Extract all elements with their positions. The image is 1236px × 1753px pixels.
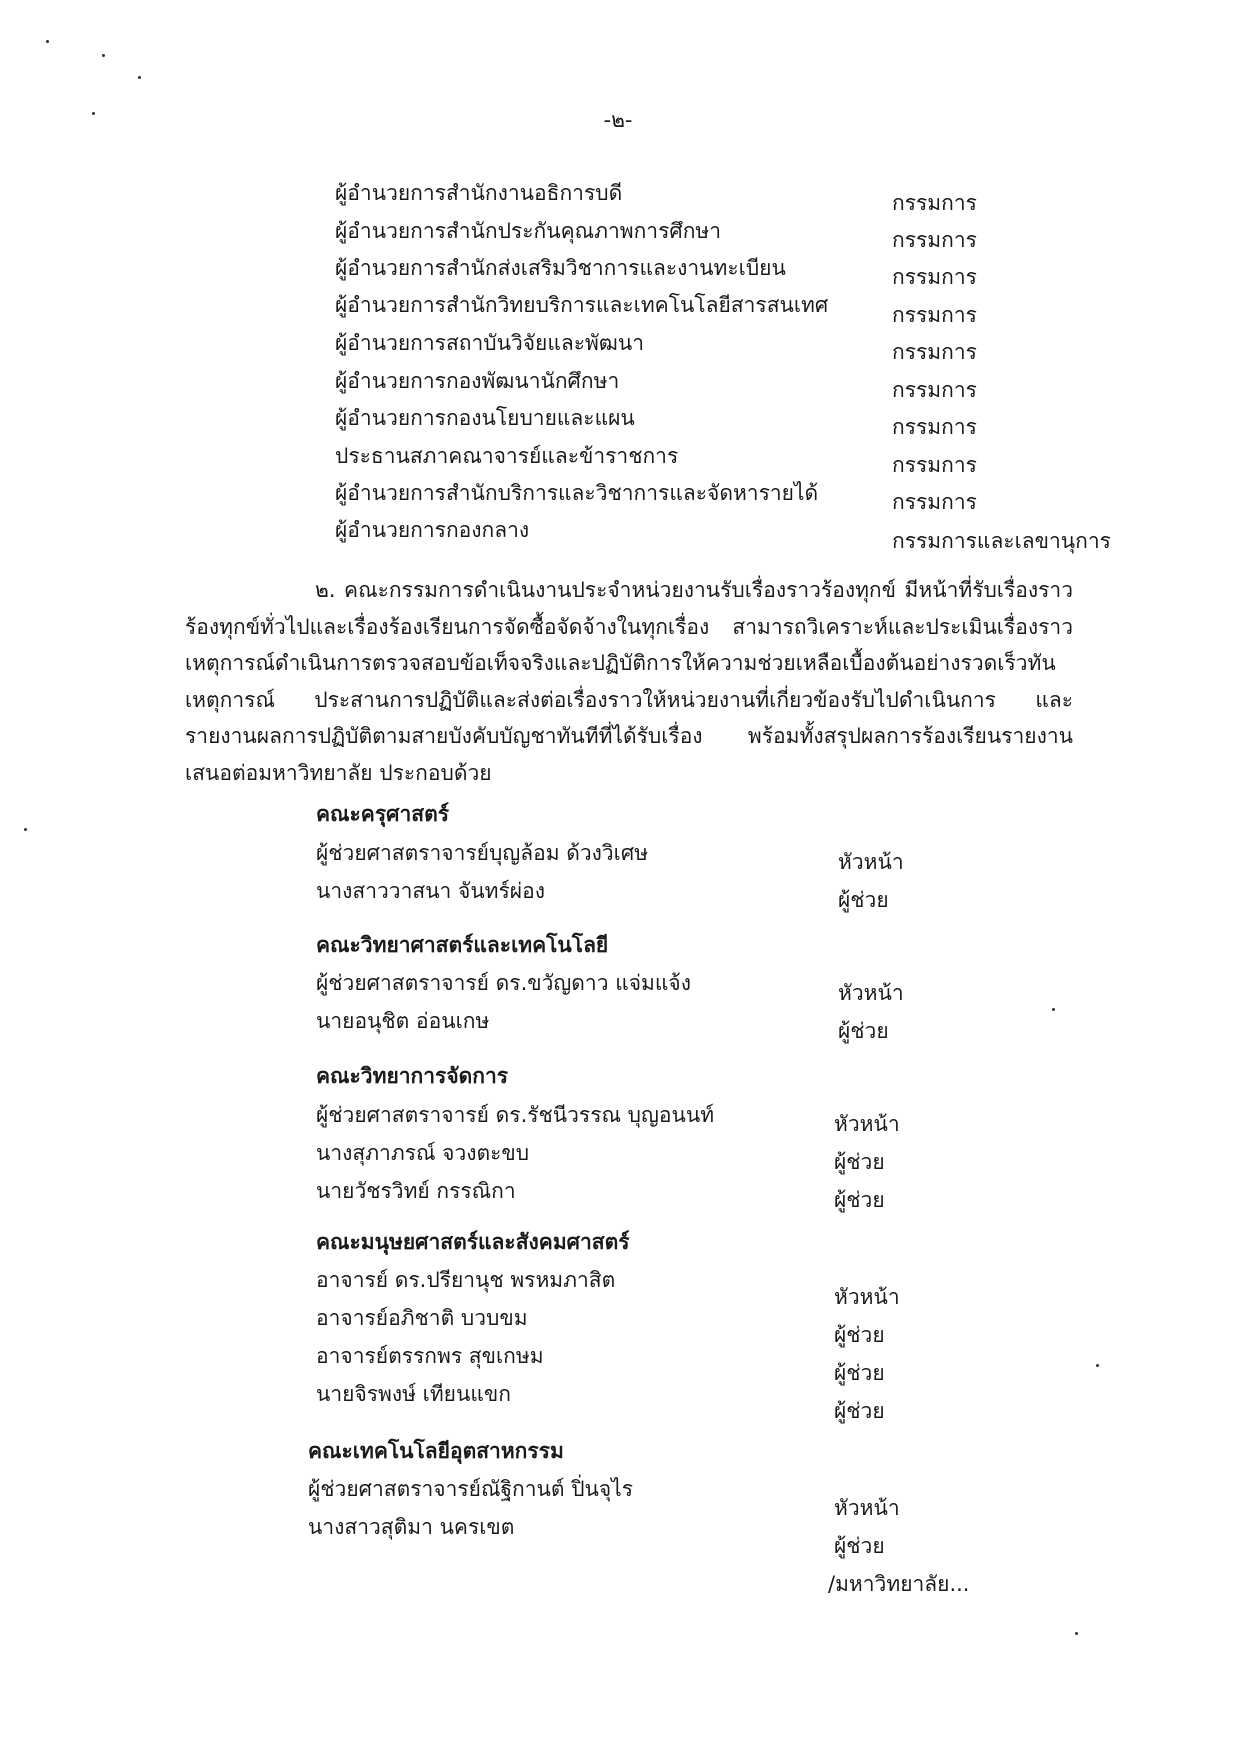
committee-name: ผู้อำนวยการกองพัฒนานักศึกษา <box>335 369 620 393</box>
committee-role-secretary: กรรมการและเลขานุการ <box>892 529 1111 553</box>
committee-name: ผู้อำนวยการสถาบันวิจัยและพัฒนา <box>335 331 645 355</box>
member-role: ผู้ช่วย <box>834 1399 885 1423</box>
page-number: -๒- <box>603 108 633 132</box>
member-name: นางสาววาสนา จันทร์ผ่อง <box>316 879 545 903</box>
scan-speck <box>1096 1364 1099 1367</box>
member-role: ผู้ช่วย <box>834 1323 885 1347</box>
member-name: อาจารย์ ดร.ปรียานุช พรหมภาสิต <box>316 1268 616 1292</box>
committee-name: ผู้อำนวยการกองกลาง <box>335 518 530 542</box>
scan-speck <box>1052 1008 1055 1011</box>
committee-role: กรรมการ <box>892 453 977 477</box>
scan-speck <box>46 40 49 43</box>
member-name: นายวัชรวิทย์ กรรณิกา <box>316 1179 516 1203</box>
member-role: หัวหน้า <box>834 1112 900 1136</box>
member-role: ผู้ช่วย <box>838 888 889 912</box>
faculty-title: คณะวิทยาศาสตร์และเทคโนโลยี <box>316 933 609 957</box>
committee-role: กรรมการ <box>892 415 977 439</box>
page-continuation: /มหาวิทยาลัย... <box>828 1572 970 1596</box>
committee-role: กรรมการ <box>892 490 977 514</box>
committee-role: กรรมการ <box>892 378 977 402</box>
committee-name: ผู้อำนวยการสำนักวิทยบริการและเทคโนโลยีสารสนเทศ <box>335 293 829 317</box>
member-name: ผู้ช่วยศาสตราจารย์บุญล้อม ด้วงวิเศษ <box>316 841 649 865</box>
scan-speck <box>24 828 27 831</box>
member-name: นางสุภาภรณ์ จวงตะขบ <box>316 1141 530 1165</box>
faculty-title: คณะเทคโนโลยีอุตสาหกรรม <box>308 1439 564 1463</box>
committee-role: กรรมการ <box>892 191 977 215</box>
member-name: อาจารย์อภิชาติ บวบขม <box>316 1306 528 1330</box>
member-name: นายจิรพงษ์ เทียนแขก <box>316 1382 511 1406</box>
faculty-title: คณะมนุษยศาสตร์และสังคมศาสตร์ <box>316 1230 630 1254</box>
member-role: ผู้ช่วย <box>834 1150 885 1174</box>
committee-name: ผู้อำนวยการกองนโยบายและแผน <box>335 406 635 430</box>
faculty-title: คณะวิทยาการจัดการ <box>316 1064 509 1088</box>
member-role: หัวหน้า <box>834 1496 900 1520</box>
member-role: ผู้ช่วย <box>834 1361 885 1385</box>
committee-role: กรรมการ <box>892 228 977 252</box>
member-role: ผู้ช่วย <box>838 1019 889 1043</box>
committee-name: ผู้อำนวยการสำนักงานอธิการบดี <box>335 181 623 205</box>
member-name: นางสาวสุติมา นครเขต <box>308 1515 515 1539</box>
member-name: ผู้ช่วยศาสตราจารย์ณัฐิกานต์ ปิ่นจุไร <box>308 1477 634 1501</box>
committee-name: ผู้อำนวยการสำนักบริการและวิชาการและจัดหารายได้ <box>335 481 819 505</box>
paragraph-duties: ๒. คณะกรรมการดำเนินงานประจำหน่วยงานรับเรื่องราวร้องทุกข์ มีหน้าที่รับเรื่องราวร้องทุกข์ทั่วไปและเรื่องร้องเรียนการจัดซื้อจัดจ้างในทุกเรื่อง สามารถวิเคราะห์และประเมินเรื่องราวเหตุการณ์ดำเนินการตรวจสอบข้อเท็จจริงและปฏิบัติการให้ความช่วยเหลือเบื้องต้นอย่างรวดเร็วทันเหตุการณ์ ประสานการปฏิบัติและส่งต่อเรื่องราวให้หน่วยงานที่เกี่ยวข้องรับไปดำเนินการ และรายงานผลการปฏิบัติตามสายบังคับบัญชาทันทีที่ได้รับเรื่อง พร้อมทั้งสรุปผลการร้องเรียนรายงานเสนอต่อมหาวิทยาลัย ประกอบด้วย <box>185 578 1073 785</box>
committee-role: กรรมการ <box>892 303 977 327</box>
member-role: ผู้ช่วย <box>834 1534 885 1558</box>
member-name: นายอนุชิต อ่อนเกษ <box>316 1009 490 1033</box>
scan-speck <box>102 54 105 57</box>
faculty-title: คณะครุศาสตร์ <box>316 802 449 826</box>
committee-role: กรรมการ <box>892 265 977 289</box>
committee-role: กรรมการ <box>892 340 977 364</box>
scan-speck <box>138 76 141 79</box>
member-role: หัวหน้า <box>834 1285 900 1309</box>
member-role: หัวหน้า <box>838 981 904 1005</box>
member-name: อาจารย์ตรรกพร สุขเกษม <box>316 1344 544 1368</box>
committee-name: ผู้อำนวยการสำนักส่งเสริมวิชาการและงานทะเบียน <box>335 256 786 280</box>
member-role: ผู้ช่วย <box>834 1188 885 1212</box>
member-role: หัวหน้า <box>838 850 904 874</box>
committee-name: ประธานสภาคณาจารย์และข้าราชการ <box>335 444 679 468</box>
member-name: ผู้ช่วยศาสตราจารย์ ดร.รัชนีวรรณ บุญอนนท์ <box>316 1103 715 1127</box>
committee-name: ผู้อำนวยการสำนักประกันคุณภาพการศึกษา <box>335 219 722 243</box>
member-name: ผู้ช่วยศาสตราจารย์ ดร.ขวัญดาว แจ่มแจ้ง <box>316 971 691 995</box>
scan-speck <box>1075 1632 1078 1635</box>
